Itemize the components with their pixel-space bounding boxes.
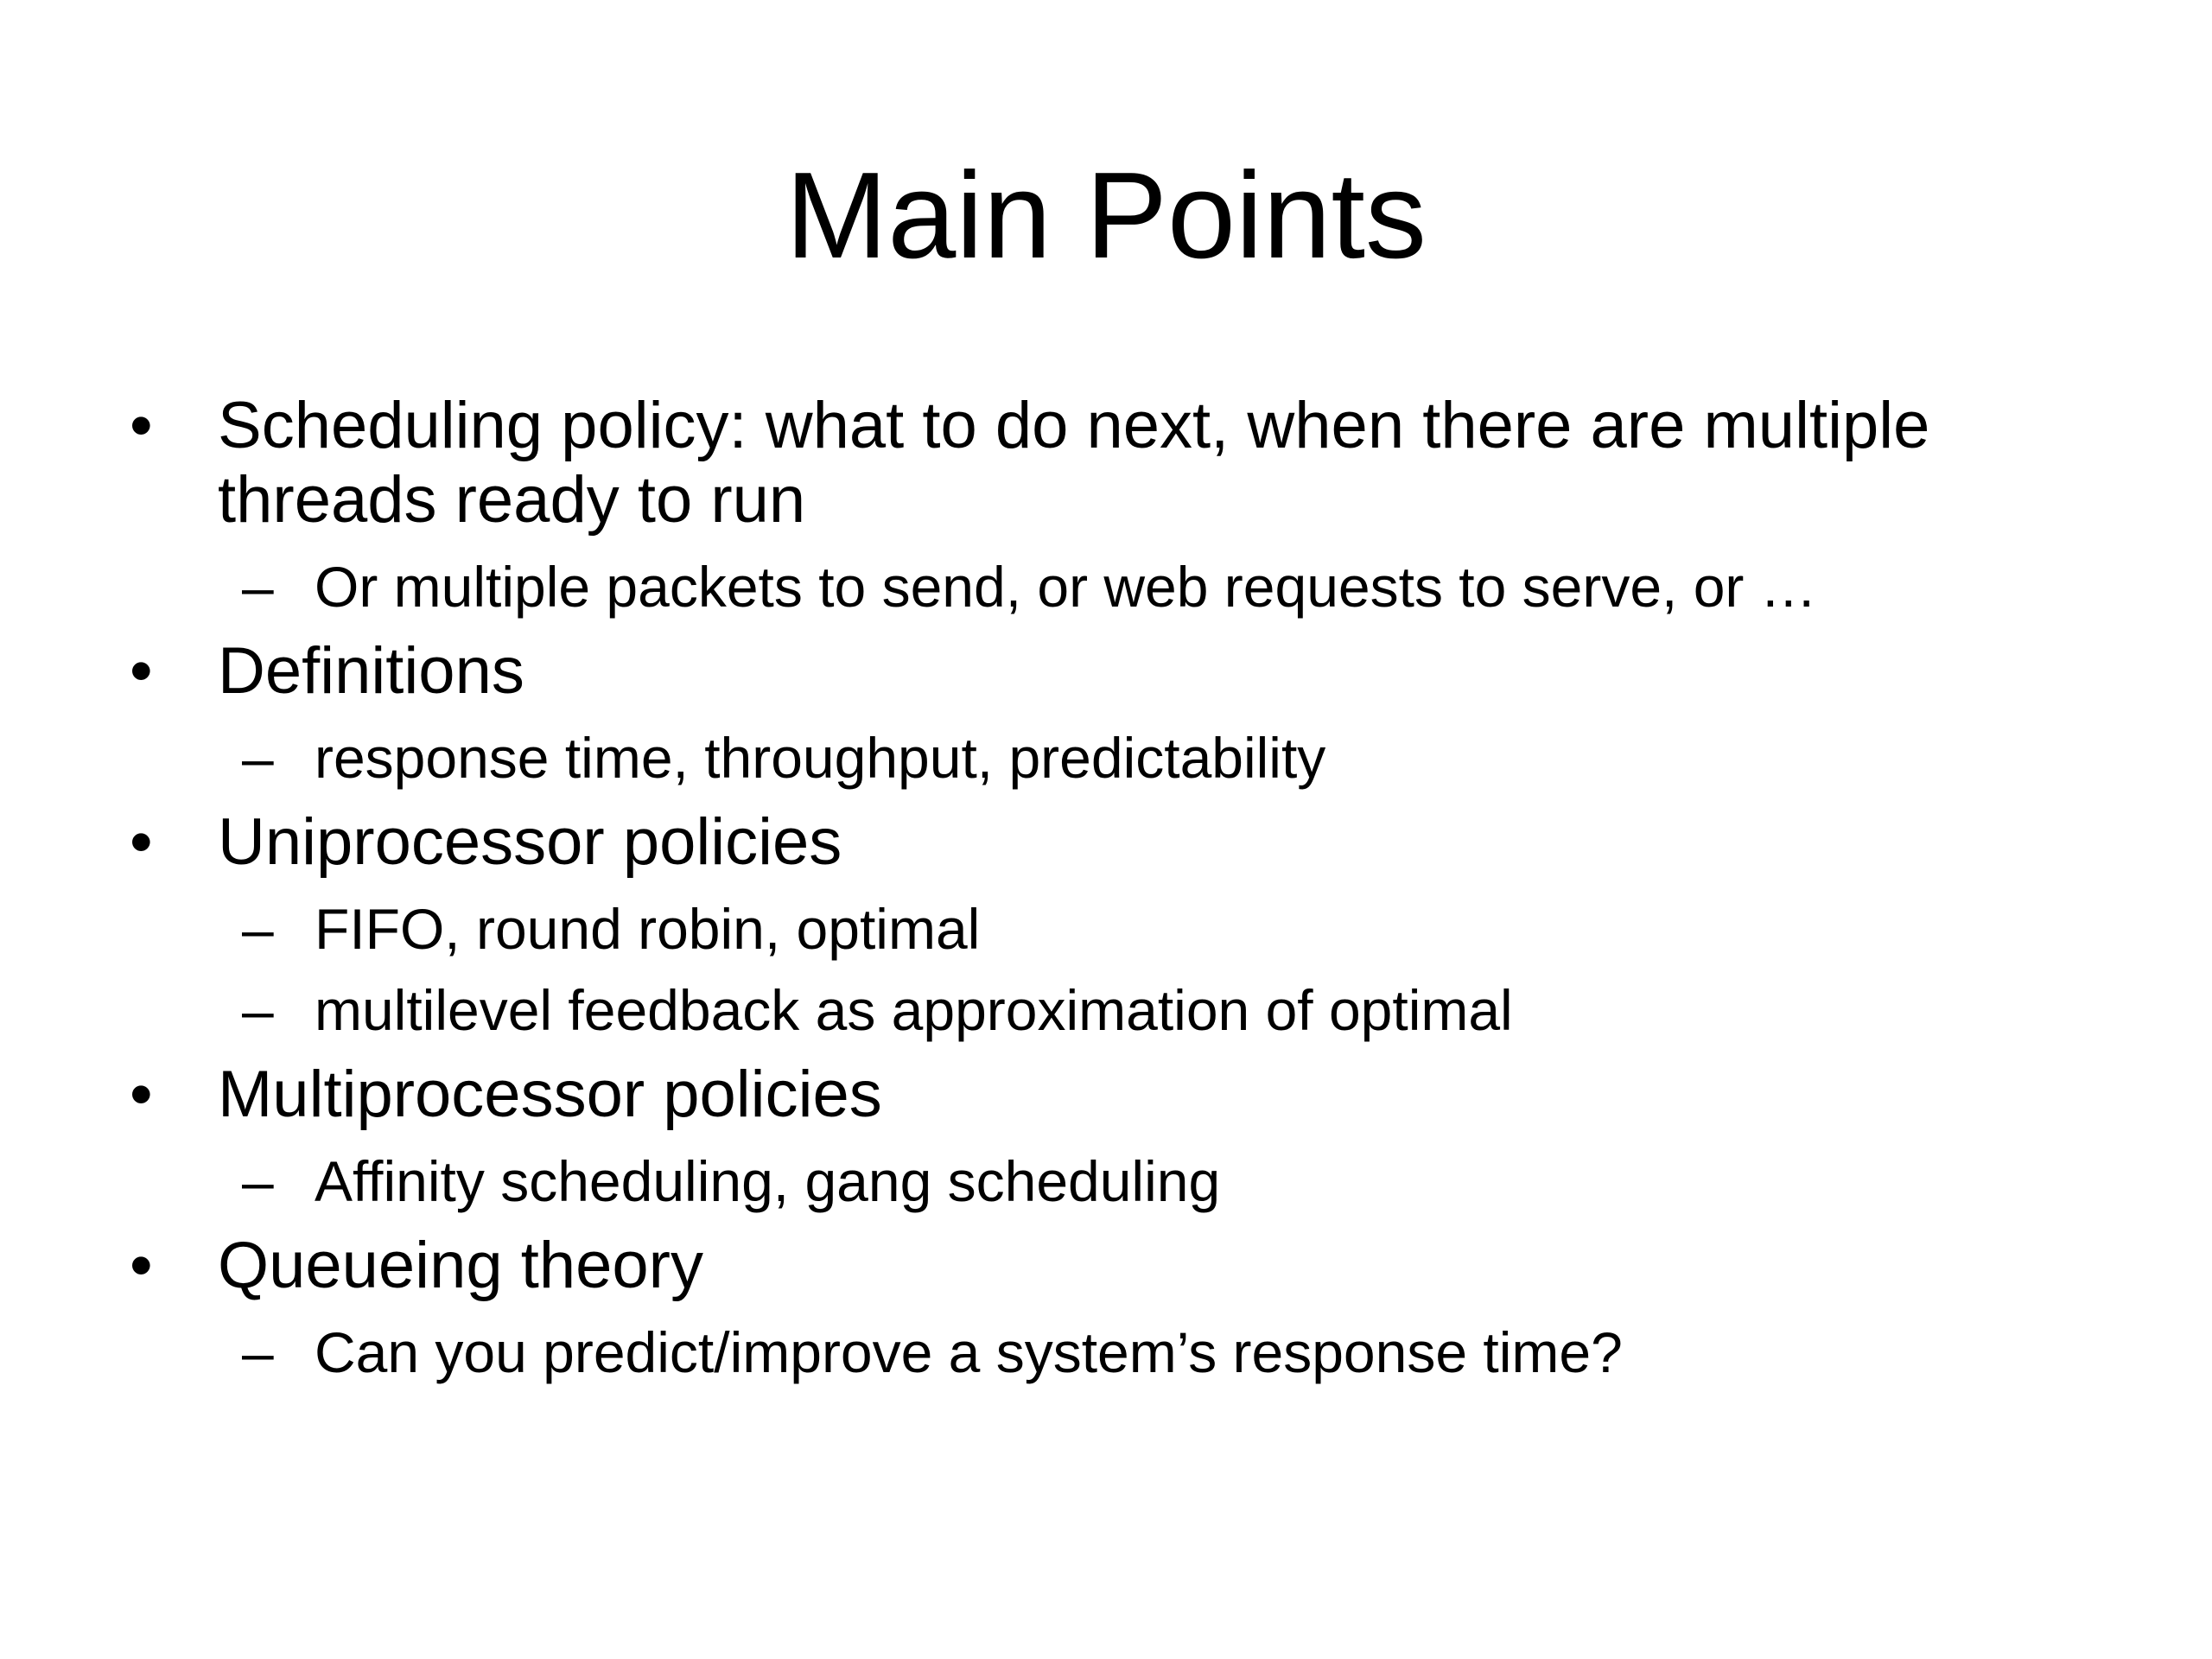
sub-bullet-text: Affinity scheduling, gang scheduling	[315, 1149, 1221, 1213]
bullet-text: Queueing theory	[218, 1229, 703, 1302]
sub-bullet-item	[130, 976, 2117, 1044]
slide-title: Main Points	[785, 147, 1427, 284]
bullet-text: Definitions	[218, 634, 524, 708]
bullet-icon: •	[130, 634, 153, 708]
slide-body	[130, 389, 2117, 1400]
bullet-item	[130, 1058, 2117, 1132]
bullet-text: Multiprocessor policies	[218, 1058, 882, 1131]
dash-icon: –	[242, 726, 274, 790]
bullet-item	[130, 1229, 2117, 1303]
bullet-icon: •	[130, 389, 153, 462]
bullet-text: Uniprocessor policies	[218, 805, 842, 879]
dash-icon: –	[242, 897, 274, 961]
sub-bullet-item	[130, 553, 2117, 620]
dash-icon: –	[242, 1149, 274, 1213]
sub-bullet-text: response time, throughput, predictability	[315, 726, 1326, 790]
sub-bullet-item	[130, 1147, 2117, 1215]
sub-bullet-text: Or multiple packets to send, or web requests to serve, or …	[315, 555, 1817, 619]
dash-icon: –	[242, 1320, 274, 1384]
sub-bullet-text: FIFO, round robin, optimal	[315, 897, 981, 961]
bullet-icon: •	[130, 1229, 153, 1302]
sub-bullet-text: Can you predict/improve a system’s response time?	[315, 1320, 1623, 1384]
sub-bullet-item	[130, 1319, 2117, 1386]
bullet-icon: •	[130, 805, 153, 879]
sub-bullet-text: multilevel feedback as approximation of optimal	[315, 978, 1513, 1042]
bullet-item	[130, 805, 2117, 880]
bullet-text: Scheduling policy: what to do next, when there are multiple threads ready to run	[218, 389, 1948, 537]
dash-icon: –	[242, 555, 274, 619]
sub-bullet-item	[130, 895, 2117, 963]
sub-bullet-item	[130, 724, 2117, 791]
bullet-item	[130, 389, 2117, 537]
bullet-icon: •	[130, 1058, 153, 1131]
dash-icon: –	[242, 978, 274, 1042]
bullet-item	[130, 634, 2117, 709]
